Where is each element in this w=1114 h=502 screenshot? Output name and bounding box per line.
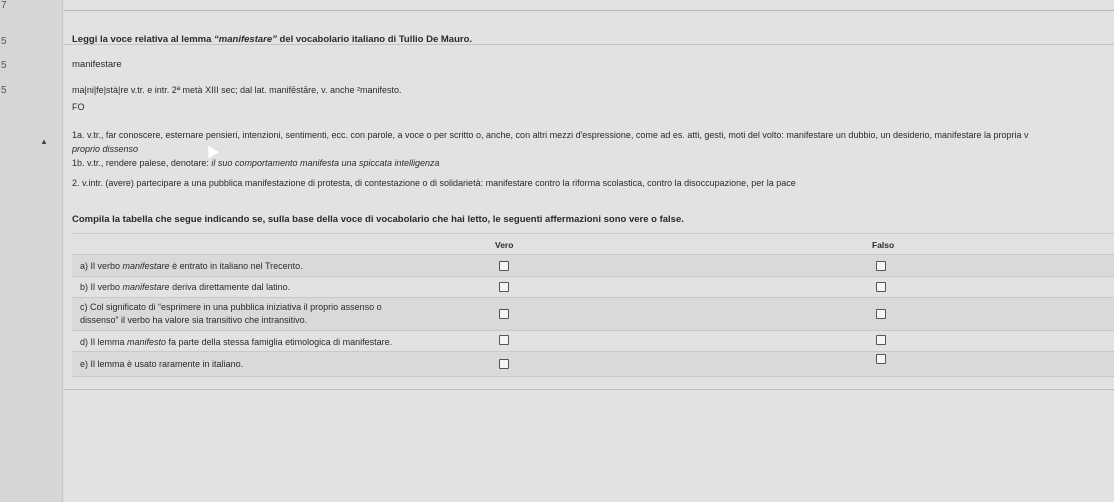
header-true: Vero (495, 240, 514, 250)
true-checkbox[interactable] (499, 309, 509, 319)
true-checkbox[interactable] (499, 261, 509, 271)
line-number: 5 (1, 85, 7, 96)
statement-text: b) Il verbo manifestare deriva direttamente dal latino. (80, 282, 291, 292)
false-checkbox[interactable] (876, 309, 886, 319)
mouse-cursor-icon (203, 143, 219, 159)
line-number: 5 (1, 36, 7, 47)
syllabification: ma|ni|fe|stà|re v.tr. e intr. 2ª metà XIII sec; dal lat. manifēstāre, v. anche ²manifesto. (72, 85, 402, 95)
intro-text: Leggi la voce relativa al lemma “manifestare” del vocabolario italiano di Tullio De Mauro. (72, 34, 473, 45)
table-row (72, 298, 1114, 331)
statement-text: c) Col significato di “esprimere in una pubblica iniziativa il proprio assenso o (80, 302, 382, 312)
divider (64, 389, 1114, 390)
definition-1b: 1b. v.tr., rendere palese, denotare: il suo comportamento manifesta una spiccata intelligenza (72, 158, 440, 168)
false-checkbox[interactable] (876, 335, 886, 345)
left-gutter (0, 0, 63, 502)
line-number: 5 (1, 60, 7, 71)
definition-1a: 1a. v.tr., far conoscere, esternare pensieri, intenzioni, sentimenti, ecc. con parole, a voce o per scritto o, anche, con altri mezzi d'espressione, come ad es. atti, gesti, moti del volto: manifestare un dubbio, un desiderio, manifestare la propria v (72, 130, 1029, 140)
collapse-arrow-icon[interactable]: ▲ (40, 137, 48, 146)
table-row (72, 277, 1114, 298)
table-row (72, 255, 1114, 277)
table-header-row (72, 234, 1114, 255)
true-checkbox[interactable] (499, 335, 509, 345)
header-false: Falso (872, 240, 895, 250)
statement-text: a) Il verbo manifestare è entrato in italiano nel Trecento. (80, 261, 303, 271)
true-false-table (72, 233, 1114, 369)
divider (64, 10, 1114, 11)
usage-mark: FO (72, 102, 85, 112)
exercise-page (64, 0, 1114, 502)
definition-2: 2. v.intr. (avere) partecipare a una pubblica manifestazione di protesta, di contestazione o di solidarietà: manifestare contro la riforma scolastica, contro la disoccupazione, per la pace (72, 178, 796, 188)
statement-text: d) Il lemma manifesto fa parte della stessa famiglia etimologica di manifestare. (80, 337, 393, 347)
false-checkbox[interactable] (876, 354, 886, 364)
statement-text: e) Il lemma è usato raramente in italiano. (80, 359, 244, 369)
true-checkbox[interactable] (499, 282, 509, 292)
definition-1a-continued: proprio dissenso (72, 144, 139, 154)
line-number: 7 (1, 0, 7, 11)
statement-text-line2: dissenso” il verbo ha valore sia transitivo che intransitivo. (80, 315, 308, 325)
false-checkbox[interactable] (876, 282, 886, 292)
table-row (72, 352, 1114, 377)
divider (64, 44, 1114, 45)
false-checkbox[interactable] (876, 261, 886, 271)
true-checkbox[interactable] (499, 359, 509, 369)
table-row (72, 331, 1114, 352)
lemma-heading: manifestare (72, 59, 122, 70)
instruction-text: Compila la tabella che segue indicando se, sulla base della voce di vocabolario che hai letto, le seguenti affermazioni sono vere o false. (72, 214, 684, 225)
